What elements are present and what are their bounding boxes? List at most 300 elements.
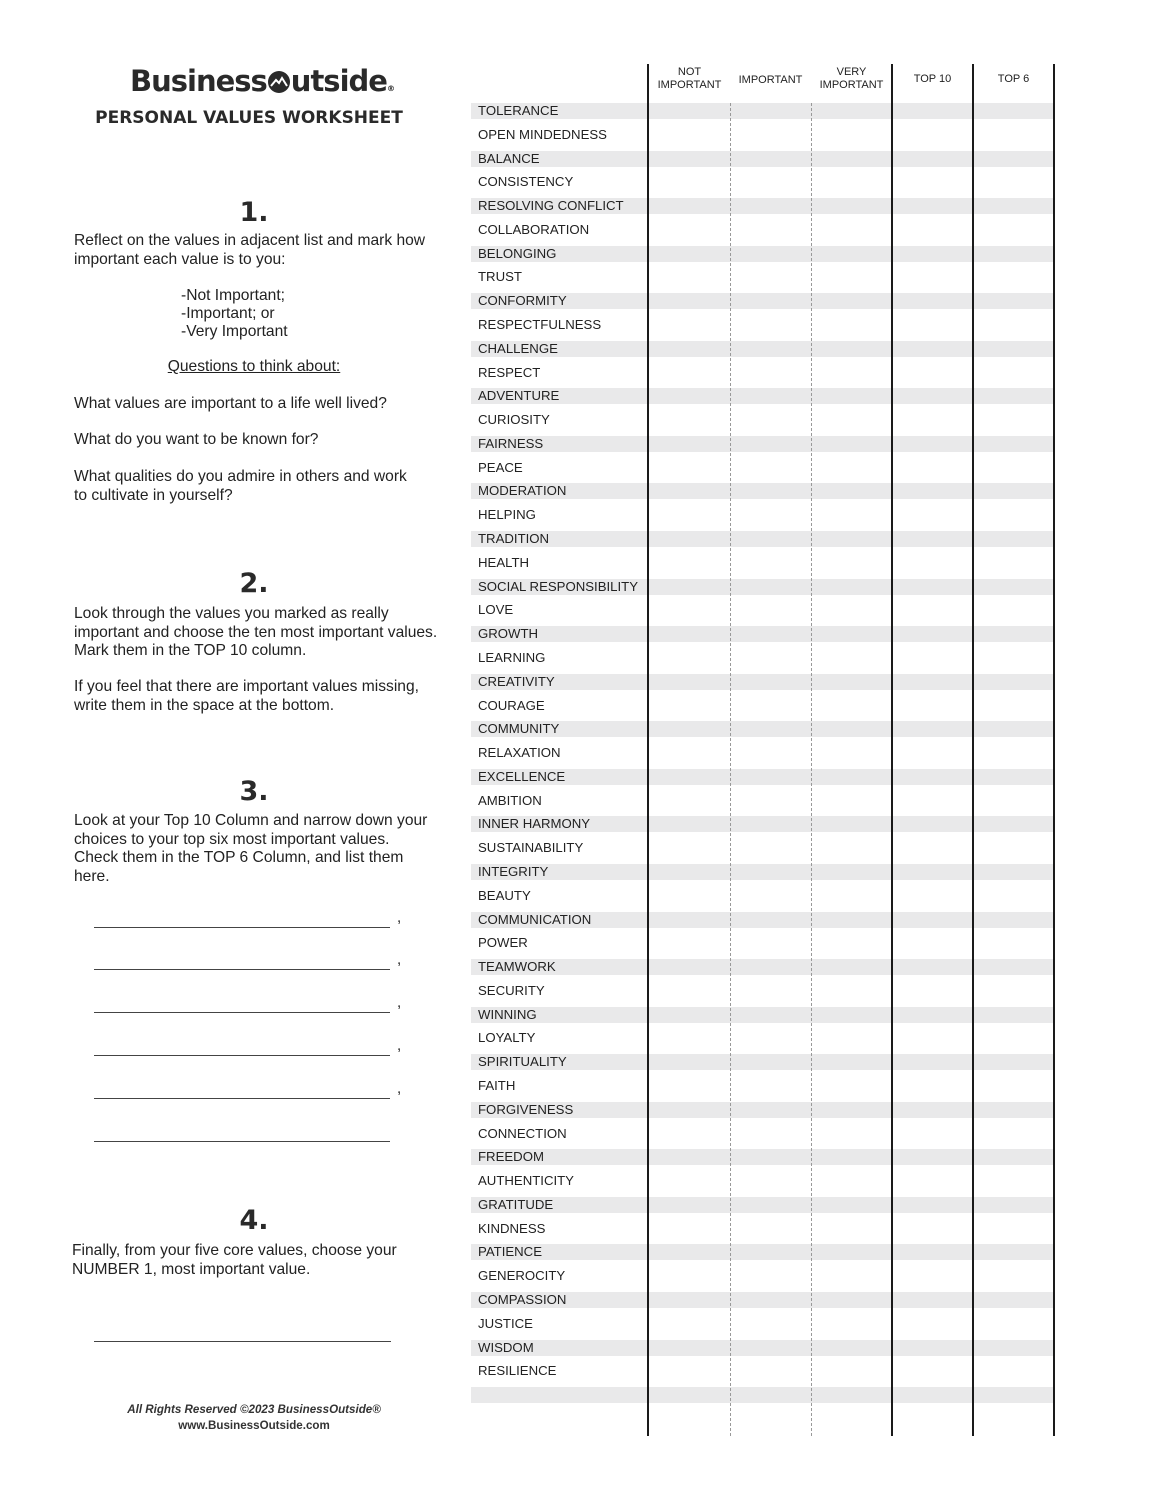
mark-cell-not-important[interactable] xyxy=(648,222,729,238)
mark-cell-top-6[interactable] xyxy=(973,1007,1054,1023)
mark-cell-top-10[interactable] xyxy=(892,555,973,571)
mark-cell-important[interactable] xyxy=(730,388,811,404)
mark-cell-top-10[interactable] xyxy=(892,151,973,167)
mark-cell-top-10[interactable] xyxy=(892,650,973,666)
mark-cell-top-6[interactable] xyxy=(973,888,1054,904)
value-label: FAITH xyxy=(478,1077,516,1093)
mark-cell-top-10[interactable] xyxy=(892,983,973,999)
mark-cell-important[interactable] xyxy=(730,1340,811,1356)
mark-cell-top-10[interactable] xyxy=(892,1268,973,1284)
mark-cell-important[interactable] xyxy=(730,864,811,880)
mark-cell-top-10[interactable] xyxy=(892,1126,973,1142)
mark-cell-important[interactable] xyxy=(730,1078,811,1094)
mark-cell-not-important[interactable] xyxy=(648,816,729,832)
value-label: TRUST xyxy=(478,269,522,285)
mark-cell-top-10[interactable] xyxy=(892,816,973,832)
mark-cell-important[interactable] xyxy=(730,626,811,642)
mark-cell-important[interactable] xyxy=(730,127,811,143)
mark-cell-important[interactable] xyxy=(730,436,811,452)
mark-cell-very-important[interactable] xyxy=(811,698,892,714)
mark-cell-very-important[interactable] xyxy=(811,626,892,642)
mark-cell-top-10[interactable] xyxy=(892,698,973,714)
mark-cell-not-important[interactable] xyxy=(648,1316,729,1332)
mark-cell-not-important[interactable] xyxy=(648,1173,729,1189)
mark-cell-top-10[interactable] xyxy=(892,1340,973,1356)
mark-cell-top-10[interactable] xyxy=(892,1221,973,1237)
value-label: COMMUNICATION xyxy=(478,911,592,927)
mark-cell-top-10[interactable] xyxy=(892,769,973,785)
mark-cell-very-important[interactable] xyxy=(811,555,892,571)
mark-cell-not-important[interactable] xyxy=(648,1221,729,1237)
mark-cell-very-important[interactable] xyxy=(811,793,892,809)
mark-cell-top-10[interactable] xyxy=(892,174,973,190)
mark-cell-top-10[interactable] xyxy=(892,246,973,262)
mark-cell-top-6[interactable] xyxy=(973,745,1054,761)
mark-cell-not-important[interactable] xyxy=(648,698,729,714)
mark-cell-top-10[interactable] xyxy=(892,579,973,595)
mark-cell-top-6[interactable] xyxy=(973,698,1054,714)
table-row xyxy=(471,1149,1055,1165)
mark-cell-top-10[interactable] xyxy=(892,745,973,761)
mark-cell-very-important[interactable] xyxy=(811,412,892,428)
mark-cell-not-important[interactable] xyxy=(648,127,729,143)
mark-cell-top-10[interactable] xyxy=(892,293,973,309)
mark-cell-very-important[interactable] xyxy=(811,602,892,618)
mark-cell-not-important[interactable] xyxy=(648,1363,729,1379)
mark-cell-very-important[interactable] xyxy=(811,341,892,357)
mark-cell-important[interactable] xyxy=(730,983,811,999)
mark-cell-very-important[interactable] xyxy=(811,365,892,381)
mark-cell-very-important[interactable] xyxy=(811,531,892,547)
mark-cell-not-important[interactable] xyxy=(648,269,729,285)
mark-cell-top-6[interactable] xyxy=(973,579,1054,595)
value-label: INNER HARMONY xyxy=(478,816,591,832)
mark-cell-top-10[interactable] xyxy=(892,864,973,880)
mark-cell-top-6[interactable] xyxy=(973,507,1054,523)
mark-cell-very-important[interactable] xyxy=(811,507,892,523)
mark-cell-very-important[interactable] xyxy=(811,1244,892,1260)
mark-cell-not-important[interactable] xyxy=(648,103,729,119)
value-label: LEARNING xyxy=(478,649,546,665)
mark-cell-top-10[interactable] xyxy=(892,127,973,143)
mark-cell-not-important[interactable] xyxy=(648,483,729,499)
mark-cell-very-important[interactable] xyxy=(811,864,892,880)
top-value-line-5[interactable] xyxy=(94,1098,390,1099)
mark-cell-top-10[interactable] xyxy=(892,507,973,523)
mark-cell-not-important[interactable] xyxy=(648,1030,729,1046)
mark-cell-top-10[interactable] xyxy=(892,1387,973,1403)
mark-cell-top-10[interactable] xyxy=(892,1149,973,1165)
mark-cell-not-important[interactable] xyxy=(648,460,729,476)
mark-cell-very-important[interactable] xyxy=(811,912,892,928)
mark-cell-not-important[interactable] xyxy=(648,246,729,262)
mark-cell-top-10[interactable] xyxy=(892,1244,973,1260)
mark-cell-not-important[interactable] xyxy=(648,1268,729,1284)
mark-cell-important[interactable] xyxy=(730,1149,811,1165)
mark-cell-top-10[interactable] xyxy=(892,365,973,381)
mark-cell-very-important[interactable] xyxy=(811,246,892,262)
mark-cell-important[interactable] xyxy=(730,198,811,214)
mark-cell-important[interactable] xyxy=(730,1173,811,1189)
mark-cell-not-important[interactable] xyxy=(648,436,729,452)
mark-cell-top-10[interactable] xyxy=(892,912,973,928)
mark-cell-top-6[interactable] xyxy=(973,864,1054,880)
mark-cell-top-10[interactable] xyxy=(892,1054,973,1070)
mark-cell-important[interactable] xyxy=(730,650,811,666)
mark-cell-top-6[interactable] xyxy=(973,1292,1054,1308)
mark-cell-top-6[interactable] xyxy=(973,1149,1054,1165)
mark-cell-not-important[interactable] xyxy=(648,1340,729,1356)
mark-cell-top-6[interactable] xyxy=(973,935,1054,951)
mark-cell-important[interactable] xyxy=(730,317,811,333)
mark-cell-important[interactable] xyxy=(730,840,811,856)
mark-cell-not-important[interactable] xyxy=(648,793,729,809)
mark-cell-very-important[interactable] xyxy=(811,1102,892,1118)
mark-cell-not-important[interactable] xyxy=(648,412,729,428)
mark-cell-very-important[interactable] xyxy=(811,650,892,666)
mark-cell-very-important[interactable] xyxy=(811,127,892,143)
mark-cell-top-6[interactable] xyxy=(973,365,1054,381)
mark-cell-top-6[interactable] xyxy=(973,198,1054,214)
mark-cell-top-10[interactable] xyxy=(892,531,973,547)
mark-cell-very-important[interactable] xyxy=(811,959,892,975)
mark-cell-not-important[interactable] xyxy=(648,1149,729,1165)
mark-cell-not-important[interactable] xyxy=(648,293,729,309)
mark-cell-not-important[interactable] xyxy=(648,1387,729,1403)
mark-cell-not-important[interactable] xyxy=(648,721,729,737)
mark-cell-very-important[interactable] xyxy=(811,1316,892,1332)
mark-cell-not-important[interactable] xyxy=(648,935,729,951)
mark-cell-top-6[interactable] xyxy=(973,1102,1054,1118)
mark-cell-top-10[interactable] xyxy=(892,388,973,404)
mark-cell-top-6[interactable] xyxy=(973,912,1054,928)
mark-cell-important[interactable] xyxy=(730,151,811,167)
mark-cell-top-6[interactable] xyxy=(973,103,1054,119)
mark-cell-not-important[interactable] xyxy=(648,1126,729,1142)
mark-cell-top-6[interactable] xyxy=(973,174,1054,190)
mark-cell-top-6[interactable] xyxy=(973,531,1054,547)
mark-cell-not-important[interactable] xyxy=(648,1054,729,1070)
mark-cell-important[interactable] xyxy=(730,174,811,190)
mark-cell-top-6[interactable] xyxy=(973,840,1054,856)
mark-cell-important[interactable] xyxy=(730,1268,811,1284)
mark-cell-top-6[interactable] xyxy=(973,626,1054,642)
mark-cell-important[interactable] xyxy=(730,1292,811,1308)
mark-cell-top-10[interactable] xyxy=(892,1102,973,1118)
mark-cell-top-6[interactable] xyxy=(973,341,1054,357)
mark-cell-top-10[interactable] xyxy=(892,1292,973,1308)
mark-cell-top-10[interactable] xyxy=(892,412,973,428)
mark-cell-important[interactable] xyxy=(730,1363,811,1379)
mark-cell-not-important[interactable] xyxy=(648,626,729,642)
mark-cell-top-6[interactable] xyxy=(973,816,1054,832)
mark-cell-important[interactable] xyxy=(730,959,811,975)
mark-cell-top-10[interactable] xyxy=(892,793,973,809)
mark-cell-top-6[interactable] xyxy=(973,1173,1054,1189)
mark-cell-top-6[interactable] xyxy=(973,555,1054,571)
mark-cell-very-important[interactable] xyxy=(811,198,892,214)
mark-cell-important[interactable] xyxy=(730,483,811,499)
mark-cell-very-important[interactable] xyxy=(811,674,892,690)
mark-cell-top-10[interactable] xyxy=(892,1363,973,1379)
question-1: What values are important to a life well lived? xyxy=(74,395,387,412)
mark-cell-top-10[interactable] xyxy=(892,721,973,737)
top-value-line-3[interactable] xyxy=(94,1012,390,1013)
mark-cell-top-6[interactable] xyxy=(973,959,1054,975)
value-label: FAIRNESS xyxy=(478,435,544,451)
mark-cell-not-important[interactable] xyxy=(648,531,729,547)
mark-cell-top-6[interactable] xyxy=(973,436,1054,452)
mark-cell-very-important[interactable] xyxy=(811,317,892,333)
top-value-line-6[interactable] xyxy=(94,1141,390,1142)
mark-cell-not-important[interactable] xyxy=(648,1102,729,1118)
mark-cell-top-6[interactable] xyxy=(973,1221,1054,1237)
mark-cell-very-important[interactable] xyxy=(811,1030,892,1046)
mark-cell-top-6[interactable] xyxy=(973,1078,1054,1094)
mark-cell-very-important[interactable] xyxy=(811,769,892,785)
mark-cell-important[interactable] xyxy=(730,816,811,832)
mark-cell-not-important[interactable] xyxy=(648,602,729,618)
mark-cell-important[interactable] xyxy=(730,674,811,690)
mark-cell-top-6[interactable] xyxy=(973,650,1054,666)
mark-cell-top-10[interactable] xyxy=(892,1030,973,1046)
mark-cell-top-10[interactable] xyxy=(892,103,973,119)
mark-cell-top-6[interactable] xyxy=(973,269,1054,285)
mark-cell-top-10[interactable] xyxy=(892,483,973,499)
mark-cell-top-6[interactable] xyxy=(973,460,1054,476)
mark-cell-very-important[interactable] xyxy=(811,1292,892,1308)
mark-cell-top-6[interactable] xyxy=(973,1340,1054,1356)
mark-cell-top-10[interactable] xyxy=(892,1316,973,1332)
mark-cell-very-important[interactable] xyxy=(811,1173,892,1189)
mark-cell-important[interactable] xyxy=(730,888,811,904)
mark-cell-not-important[interactable] xyxy=(648,555,729,571)
mark-cell-not-important[interactable] xyxy=(648,1292,729,1308)
step-2-note: If you feel that there are important values missing, write them in the space at the bottom. xyxy=(74,678,419,714)
mark-cell-top-6[interactable] xyxy=(973,483,1054,499)
mark-cell-very-important[interactable] xyxy=(811,721,892,737)
mark-cell-not-important[interactable] xyxy=(648,579,729,595)
value-label: CONNECTION xyxy=(478,1125,567,1141)
table-row xyxy=(471,650,1055,666)
mark-cell-top-10[interactable] xyxy=(892,341,973,357)
mark-cell-top-6[interactable] xyxy=(973,769,1054,785)
mark-cell-not-important[interactable] xyxy=(648,341,729,357)
mark-cell-important[interactable] xyxy=(730,293,811,309)
mark-cell-important[interactable] xyxy=(730,579,811,595)
mark-cell-top-10[interactable] xyxy=(892,840,973,856)
mark-cell-top-6[interactable] xyxy=(973,1244,1054,1260)
mark-cell-very-important[interactable] xyxy=(811,579,892,595)
mark-cell-top-6[interactable] xyxy=(973,1126,1054,1142)
mark-cell-important[interactable] xyxy=(730,1102,811,1118)
mark-cell-very-important[interactable] xyxy=(811,436,892,452)
mark-cell-important[interactable] xyxy=(730,460,811,476)
mark-cell-important[interactable] xyxy=(730,103,811,119)
mark-cell-not-important[interactable] xyxy=(648,650,729,666)
mark-cell-top-6[interactable] xyxy=(973,127,1054,143)
mark-cell-very-important[interactable] xyxy=(811,1363,892,1379)
mark-cell-very-important[interactable] xyxy=(811,174,892,190)
mark-cell-very-important[interactable] xyxy=(811,1221,892,1237)
mark-cell-important[interactable] xyxy=(730,365,811,381)
mark-cell-not-important[interactable] xyxy=(648,674,729,690)
mark-cell-not-important[interactable] xyxy=(648,198,729,214)
mark-cell-important[interactable] xyxy=(730,721,811,737)
mark-cell-important[interactable] xyxy=(730,769,811,785)
value-label: SPIRITUALITY xyxy=(478,1054,567,1070)
mark-cell-not-important[interactable] xyxy=(648,745,729,761)
mark-cell-important[interactable] xyxy=(730,1387,811,1403)
mark-cell-not-important[interactable] xyxy=(648,959,729,975)
mark-cell-top-10[interactable] xyxy=(892,935,973,951)
mark-cell-very-important[interactable] xyxy=(811,745,892,761)
mark-cell-not-important[interactable] xyxy=(648,174,729,190)
mark-cell-top-10[interactable] xyxy=(892,1078,973,1094)
mark-cell-not-important[interactable] xyxy=(648,912,729,928)
table-row xyxy=(471,1387,1055,1403)
mark-cell-top-10[interactable] xyxy=(892,602,973,618)
value-label: PEACE xyxy=(478,459,523,475)
mark-cell-important[interactable] xyxy=(730,1126,811,1142)
mark-cell-top-6[interactable] xyxy=(973,412,1054,428)
mark-cell-important[interactable] xyxy=(730,912,811,928)
mark-cell-very-important[interactable] xyxy=(811,1387,892,1403)
mark-cell-very-important[interactable] xyxy=(811,460,892,476)
mark-cell-very-important[interactable] xyxy=(811,816,892,832)
mark-cell-top-6[interactable] xyxy=(973,793,1054,809)
mark-cell-very-important[interactable] xyxy=(811,151,892,167)
mark-cell-very-important[interactable] xyxy=(811,293,892,309)
mark-cell-very-important[interactable] xyxy=(811,269,892,285)
top-value-line-2[interactable] xyxy=(94,969,390,970)
mark-cell-top-6[interactable] xyxy=(973,246,1054,262)
mark-cell-not-important[interactable] xyxy=(648,1007,729,1023)
mark-cell-very-important[interactable] xyxy=(811,1268,892,1284)
mark-cell-top-6[interactable] xyxy=(973,388,1054,404)
mark-cell-important[interactable] xyxy=(730,269,811,285)
mark-cell-top-10[interactable] xyxy=(892,674,973,690)
mark-cell-very-important[interactable] xyxy=(811,1197,892,1213)
mark-cell-top-6[interactable] xyxy=(973,293,1054,309)
mark-cell-very-important[interactable] xyxy=(811,1007,892,1023)
mark-cell-important[interactable] xyxy=(730,555,811,571)
mark-cell-top-6[interactable] xyxy=(973,721,1054,737)
mark-cell-important[interactable] xyxy=(730,1316,811,1332)
mark-cell-top-10[interactable] xyxy=(892,317,973,333)
mark-cell-not-important[interactable] xyxy=(648,317,729,333)
mark-cell-not-important[interactable] xyxy=(648,507,729,523)
number-one-value-line[interactable] xyxy=(94,1341,391,1342)
mark-cell-very-important[interactable] xyxy=(811,983,892,999)
mark-cell-top-10[interactable] xyxy=(892,436,973,452)
mark-cell-important[interactable] xyxy=(730,246,811,262)
divider-very-important xyxy=(891,64,893,1436)
mark-cell-not-important[interactable] xyxy=(648,151,729,167)
mark-cell-top-10[interactable] xyxy=(892,959,973,975)
mark-cell-top-10[interactable] xyxy=(892,626,973,642)
mark-cell-top-6[interactable] xyxy=(973,1316,1054,1332)
mark-cell-top-10[interactable] xyxy=(892,198,973,214)
mark-cell-important[interactable] xyxy=(730,1197,811,1213)
mark-cell-important[interactable] xyxy=(730,341,811,357)
mark-cell-very-important[interactable] xyxy=(811,1149,892,1165)
mark-cell-important[interactable] xyxy=(730,698,811,714)
mark-cell-important[interactable] xyxy=(730,1054,811,1070)
mark-cell-not-important[interactable] xyxy=(648,1197,729,1213)
mark-cell-top-10[interactable] xyxy=(892,1197,973,1213)
mark-cell-important[interactable] xyxy=(730,935,811,951)
mark-cell-not-important[interactable] xyxy=(648,1078,729,1094)
mark-cell-top-6[interactable] xyxy=(973,1387,1054,1403)
mark-cell-top-10[interactable] xyxy=(892,888,973,904)
mark-cell-very-important[interactable] xyxy=(811,1340,892,1356)
mark-cell-top-10[interactable] xyxy=(892,1173,973,1189)
mark-cell-not-important[interactable] xyxy=(648,769,729,785)
mark-cell-top-6[interactable] xyxy=(973,983,1054,999)
mark-cell-very-important[interactable] xyxy=(811,222,892,238)
mark-cell-top-10[interactable] xyxy=(892,460,973,476)
table-row xyxy=(471,365,1055,381)
mark-cell-important[interactable] xyxy=(730,602,811,618)
mark-cell-top-10[interactable] xyxy=(892,1007,973,1023)
mark-cell-top-6[interactable] xyxy=(973,1030,1054,1046)
mark-cell-top-6[interactable] xyxy=(973,1197,1054,1213)
mark-cell-top-10[interactable] xyxy=(892,269,973,285)
mark-cell-top-10[interactable] xyxy=(892,222,973,238)
mark-cell-not-important[interactable] xyxy=(648,365,729,381)
mark-cell-top-6[interactable] xyxy=(973,1054,1054,1070)
mark-cell-very-important[interactable] xyxy=(811,388,892,404)
top-value-line-1[interactable] xyxy=(94,927,390,928)
mark-cell-important[interactable] xyxy=(730,531,811,547)
mark-cell-not-important[interactable] xyxy=(648,388,729,404)
mark-cell-very-important[interactable] xyxy=(811,1078,892,1094)
mark-cell-top-6[interactable] xyxy=(973,317,1054,333)
mark-cell-important[interactable] xyxy=(730,1030,811,1046)
mark-cell-not-important[interactable] xyxy=(648,864,729,880)
mark-cell-important[interactable] xyxy=(730,1244,811,1260)
mark-cell-very-important[interactable] xyxy=(811,1054,892,1070)
mark-cell-very-important[interactable] xyxy=(811,840,892,856)
brand-name-part2: utside xyxy=(290,64,387,98)
mark-cell-very-important[interactable] xyxy=(811,103,892,119)
mark-cell-not-important[interactable] xyxy=(648,983,729,999)
mark-cell-important[interactable] xyxy=(730,1007,811,1023)
mark-cell-top-6[interactable] xyxy=(973,674,1054,690)
mark-cell-very-important[interactable] xyxy=(811,1126,892,1142)
mark-cell-top-6[interactable] xyxy=(973,1363,1054,1379)
mark-cell-very-important[interactable] xyxy=(811,935,892,951)
mark-cell-important[interactable] xyxy=(730,745,811,761)
mark-cell-not-important[interactable] xyxy=(648,1244,729,1260)
mark-cell-important[interactable] xyxy=(730,507,811,523)
mark-cell-top-6[interactable] xyxy=(973,1268,1054,1284)
mark-cell-very-important[interactable] xyxy=(811,888,892,904)
mark-cell-important[interactable] xyxy=(730,412,811,428)
table-row xyxy=(471,198,1055,214)
mark-cell-not-important[interactable] xyxy=(648,840,729,856)
top-value-line-4[interactable] xyxy=(94,1055,390,1056)
mark-cell-top-6[interactable] xyxy=(973,222,1054,238)
mark-cell-top-6[interactable] xyxy=(973,151,1054,167)
mark-cell-not-important[interactable] xyxy=(648,888,729,904)
mark-cell-important[interactable] xyxy=(730,222,811,238)
mark-cell-very-important[interactable] xyxy=(811,483,892,499)
mark-cell-top-6[interactable] xyxy=(973,602,1054,618)
mark-cell-important[interactable] xyxy=(730,1221,811,1237)
mark-cell-important[interactable] xyxy=(730,793,811,809)
